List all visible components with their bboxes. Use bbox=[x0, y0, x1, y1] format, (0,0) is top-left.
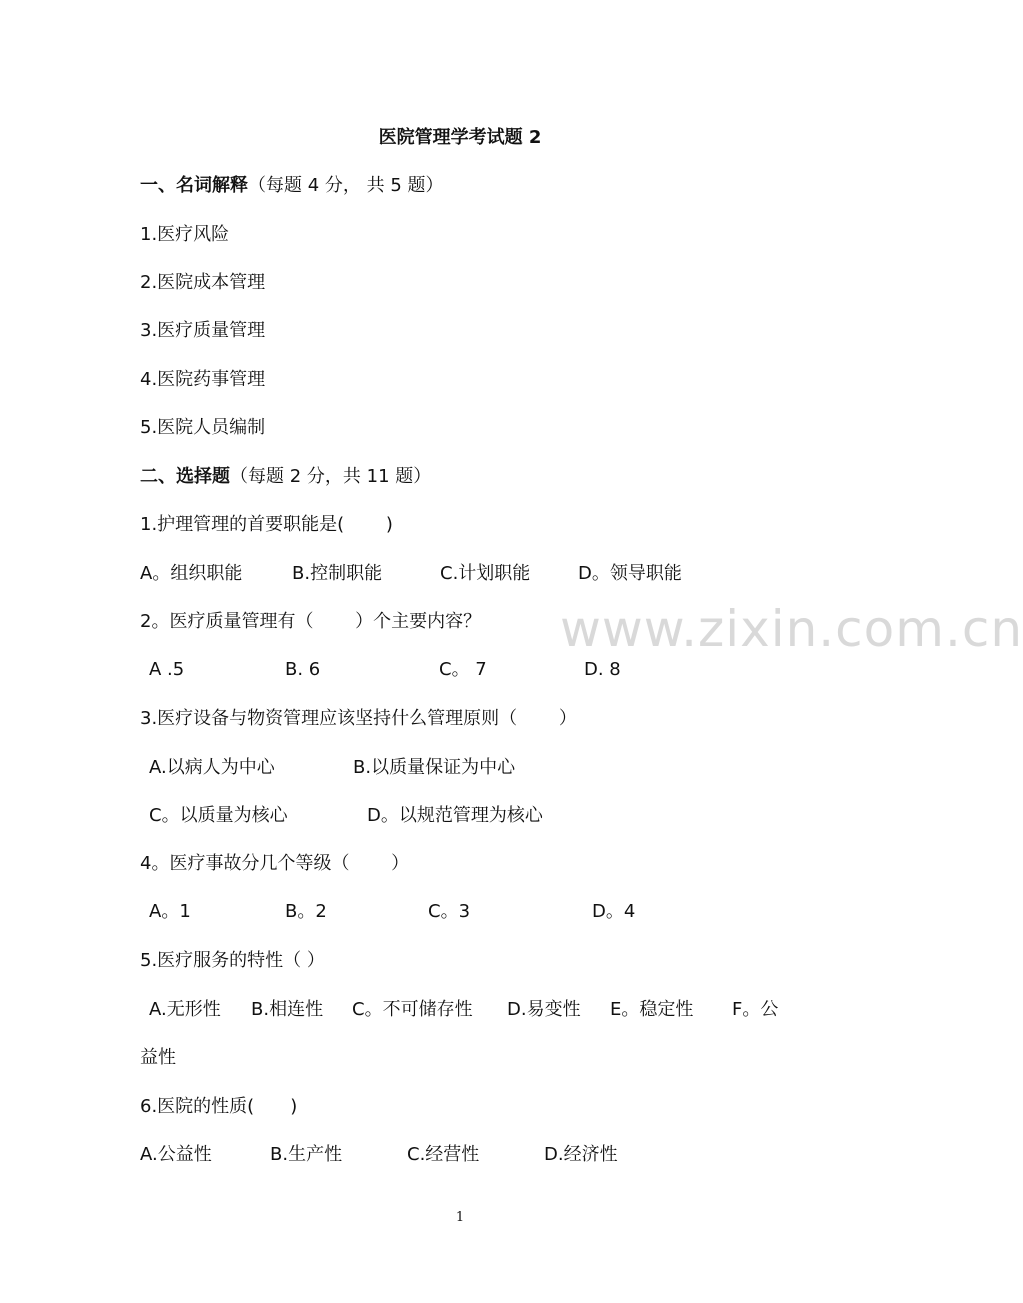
page-number: 1 bbox=[455, 1210, 465, 1225]
option: C。以质量为核心 bbox=[149, 805, 288, 826]
option: B.以质量保证为中心 bbox=[353, 757, 516, 778]
page-title: 医院管理学考试题 2 bbox=[378, 127, 542, 148]
option: A.以病人为中心 bbox=[149, 757, 275, 778]
question-stem: 3.医疗设备与物资管理应该坚持什么管理原则（ ） bbox=[140, 708, 577, 729]
option: C。3 bbox=[428, 901, 471, 922]
option: B。2 bbox=[285, 901, 327, 922]
option: C.计划职能 bbox=[440, 563, 531, 584]
option: B. 6 bbox=[285, 659, 321, 680]
term-item: 1.医疗风险 bbox=[140, 224, 230, 245]
term-item: 5.医院人员编制 bbox=[140, 417, 266, 438]
term-item: 4.医院药事管理 bbox=[140, 369, 266, 390]
option: B.控制职能 bbox=[292, 563, 383, 584]
option: E。稳定性 bbox=[610, 999, 694, 1020]
option: D。领导职能 bbox=[578, 563, 682, 584]
section1-heading: 一、名词解释 bbox=[140, 175, 248, 196]
question-stem: 6.医院的性质( ) bbox=[140, 1096, 298, 1117]
option: C。 7 bbox=[439, 659, 487, 680]
question-stem: 1.护理管理的首要职能是( ) bbox=[140, 514, 393, 535]
option: D.经济性 bbox=[544, 1144, 618, 1165]
option: B.生产性 bbox=[270, 1144, 343, 1165]
term-item: 2.医院成本管理 bbox=[140, 272, 266, 293]
section1-note: （每题 4 分， 共 5 题） bbox=[248, 175, 444, 196]
option: D。4 bbox=[592, 901, 636, 922]
question-stem: 5.医疗服务的特性（ ） bbox=[140, 950, 325, 971]
option: F。公 bbox=[732, 999, 779, 1020]
question-stem: 4。医疗事故分几个等级（ ） bbox=[140, 853, 410, 874]
section2-heading: 二、选择题 bbox=[140, 466, 230, 487]
option: A.无形性 bbox=[149, 999, 221, 1020]
option: C。不可储存性 bbox=[352, 999, 473, 1020]
term-item: 3.医疗质量管理 bbox=[140, 320, 266, 341]
question-stem: 2。医疗质量管理有（ ）个主要内容？ bbox=[140, 611, 482, 632]
option: D.易变性 bbox=[507, 999, 581, 1020]
option: A。组织职能 bbox=[140, 563, 243, 584]
section2-note: （每题 2 分，共 11 题） bbox=[230, 466, 432, 487]
option: B.相连性 bbox=[251, 999, 324, 1020]
option: D。以规范管理为核心 bbox=[367, 805, 543, 826]
option: A.公益性 bbox=[140, 1144, 212, 1165]
section2-header bbox=[140, 465, 431, 489]
watermark: www.zixin.com.cn bbox=[560, 600, 1023, 658]
option: C.经营性 bbox=[407, 1144, 480, 1165]
section1-header bbox=[140, 174, 444, 198]
option: D. 8 bbox=[584, 659, 621, 680]
option-continuation: 益性 bbox=[140, 1047, 176, 1068]
option: A。1 bbox=[149, 901, 191, 922]
option: A .5 bbox=[149, 659, 185, 680]
